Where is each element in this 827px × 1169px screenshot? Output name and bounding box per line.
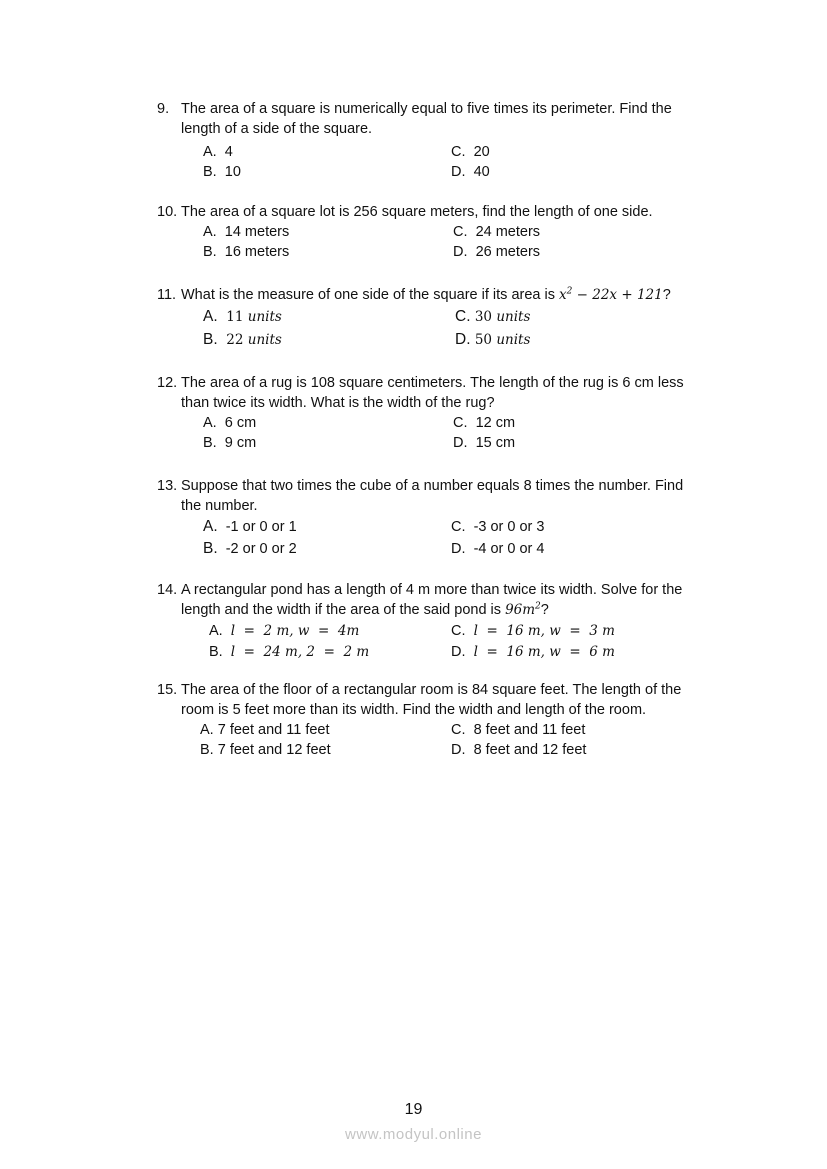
option-letter: D.	[451, 164, 466, 180]
option-c	[451, 143, 490, 161]
option-letter: B.	[203, 435, 217, 451]
option-c	[451, 622, 615, 640]
question-number: 14.	[157, 582, 178, 598]
option-text: l = 16 m, w = 6 m	[473, 644, 615, 660]
option-a	[203, 308, 282, 326]
option-letter: C.	[451, 519, 466, 535]
option-unit: units	[247, 309, 282, 325]
option-text: 14 meters	[224, 224, 290, 240]
option-letter: D.	[455, 331, 471, 348]
option-d	[451, 163, 490, 181]
option-letter: C.	[451, 623, 466, 639]
option-letter: D.	[453, 435, 468, 451]
option-text: 15 cm	[475, 435, 516, 451]
math-expression	[559, 287, 663, 303]
option-letter: A.	[203, 224, 217, 240]
option-text: -4 or 0 or 4	[473, 541, 545, 557]
option-text: 8 feet and 12 feet	[473, 742, 587, 758]
math-expression	[505, 602, 541, 618]
option-number: 50	[474, 332, 492, 348]
question-text: The area of a square is numerically equal to five times its perimeter. Find the	[181, 101, 672, 117]
question-text: A rectangular pond has a length of 4 m more than twice its width. Solve for the	[181, 582, 683, 598]
question-text-part: length and the width if the area of the said pond is	[181, 602, 506, 618]
option-letter: A.	[203, 518, 218, 535]
option-text: 40	[473, 164, 490, 180]
option-letter: A.	[203, 415, 217, 431]
option-letter: D.	[451, 742, 466, 758]
option-d	[451, 643, 615, 661]
option-c	[451, 721, 585, 739]
option-unit: units	[496, 332, 531, 348]
option-text: 20	[473, 144, 490, 160]
option-letter: D.	[451, 541, 466, 557]
option-text: -3 or 0 or 3	[473, 519, 545, 535]
option-text: 10	[224, 164, 241, 180]
option-a	[203, 223, 289, 241]
option-d	[453, 243, 540, 261]
question-number: 9.	[157, 101, 170, 117]
option-b	[203, 243, 289, 261]
option-letter: A.	[203, 308, 218, 325]
option-letter: B.	[200, 742, 214, 758]
option-letter: D.	[451, 644, 466, 660]
option-letter: C.	[455, 308, 471, 325]
option-d	[451, 741, 586, 759]
question-text-part: What is the measure of one side of the square if its area is	[181, 287, 559, 303]
question-number: 11.	[157, 287, 177, 303]
option-number: 22	[226, 332, 244, 348]
question-text: Suppose that two times the cube of a number equals 8 times the number. Find	[181, 478, 684, 494]
option-b	[203, 331, 282, 349]
option-text: l = 2 m, w = 4m	[230, 623, 360, 639]
option-c	[453, 414, 515, 432]
math-base: 96m	[505, 602, 536, 618]
watermark: www.modyul.online	[345, 1126, 482, 1143]
option-d	[455, 331, 530, 349]
option-c	[451, 518, 544, 536]
question-mark: ?	[662, 287, 671, 303]
question-text	[181, 601, 549, 619]
option-b	[203, 434, 256, 452]
option-a	[203, 414, 256, 432]
question-text: than twice its width. What is the width of the rug?	[181, 395, 495, 411]
option-letter: B.	[203, 540, 218, 557]
option-text: 7 feet and 11 feet	[217, 722, 330, 738]
option-a	[209, 622, 359, 640]
option-a	[203, 518, 297, 536]
option-letter: A.	[203, 144, 217, 160]
option-b	[200, 741, 331, 759]
option-letter: A.	[200, 722, 214, 738]
option-letter: C.	[453, 224, 468, 240]
option-number: 30	[474, 309, 492, 325]
option-a	[200, 721, 330, 739]
option-letter: C.	[451, 144, 466, 160]
option-letter: C.	[451, 722, 466, 738]
option-letter: C.	[453, 415, 468, 431]
question-text: room is 5 feet more than its width. Find the width and length of the room.	[181, 702, 647, 718]
page-number: 19	[404, 1101, 423, 1118]
question-number: 13.	[157, 478, 178, 494]
option-text: l = 24 m, 2 = 2 m	[230, 644, 370, 660]
option-b	[203, 163, 241, 181]
option-letter: B.	[203, 244, 217, 260]
question-number: 10.	[157, 204, 178, 220]
question-text: the number.	[181, 498, 258, 514]
option-text: -2 or 0 or 2	[225, 541, 297, 557]
option-letter: B.	[203, 331, 218, 348]
question-text: length of a side of the square.	[181, 121, 373, 137]
option-letter: A.	[209, 623, 223, 639]
question-text: The area of the floor of a rectangular room is 84 square feet. The length of the	[181, 682, 682, 698]
option-text: 4	[224, 144, 233, 160]
option-text: 8 feet and 11 feet	[473, 722, 586, 738]
option-number: 11	[226, 309, 244, 325]
option-letter: B.	[203, 164, 217, 180]
option-d	[451, 540, 544, 558]
question-number: 12.	[157, 375, 178, 391]
option-a	[203, 143, 233, 161]
option-unit: units	[496, 309, 531, 325]
math-base: x	[559, 287, 567, 303]
option-text: -1 or 0 or 1	[225, 519, 297, 535]
question-text	[181, 286, 671, 304]
option-text: 24 meters	[475, 224, 541, 240]
question-number: 15.	[157, 682, 178, 698]
option-text: 6 cm	[224, 415, 257, 431]
question-mark: ?	[540, 602, 549, 618]
option-text: 26 meters	[475, 244, 541, 260]
option-text: 16 meters	[224, 244, 290, 260]
option-text: l = 16 m, w = 3 m	[473, 623, 615, 639]
option-letter: D.	[453, 244, 468, 260]
option-b	[203, 540, 297, 558]
math-exponent: 2	[566, 286, 573, 297]
option-text: 9 cm	[224, 435, 257, 451]
option-text: 7 feet and 12 feet	[217, 742, 331, 758]
option-c	[455, 308, 530, 326]
math-exponent: 2	[535, 601, 541, 612]
option-text: 12 cm	[475, 415, 516, 431]
option-unit: units	[247, 332, 282, 348]
option-c	[453, 223, 540, 241]
question-text: The area of a rug is 108 square centimeters. The length of the rug is 6 cm less	[181, 375, 684, 391]
math-rest: − 22x + 121	[572, 287, 663, 303]
option-b	[209, 643, 369, 661]
option-letter: B.	[209, 644, 223, 660]
question-text: The area of a square lot is 256 square meters, find the length of one side.	[181, 204, 653, 220]
option-d	[453, 434, 515, 452]
